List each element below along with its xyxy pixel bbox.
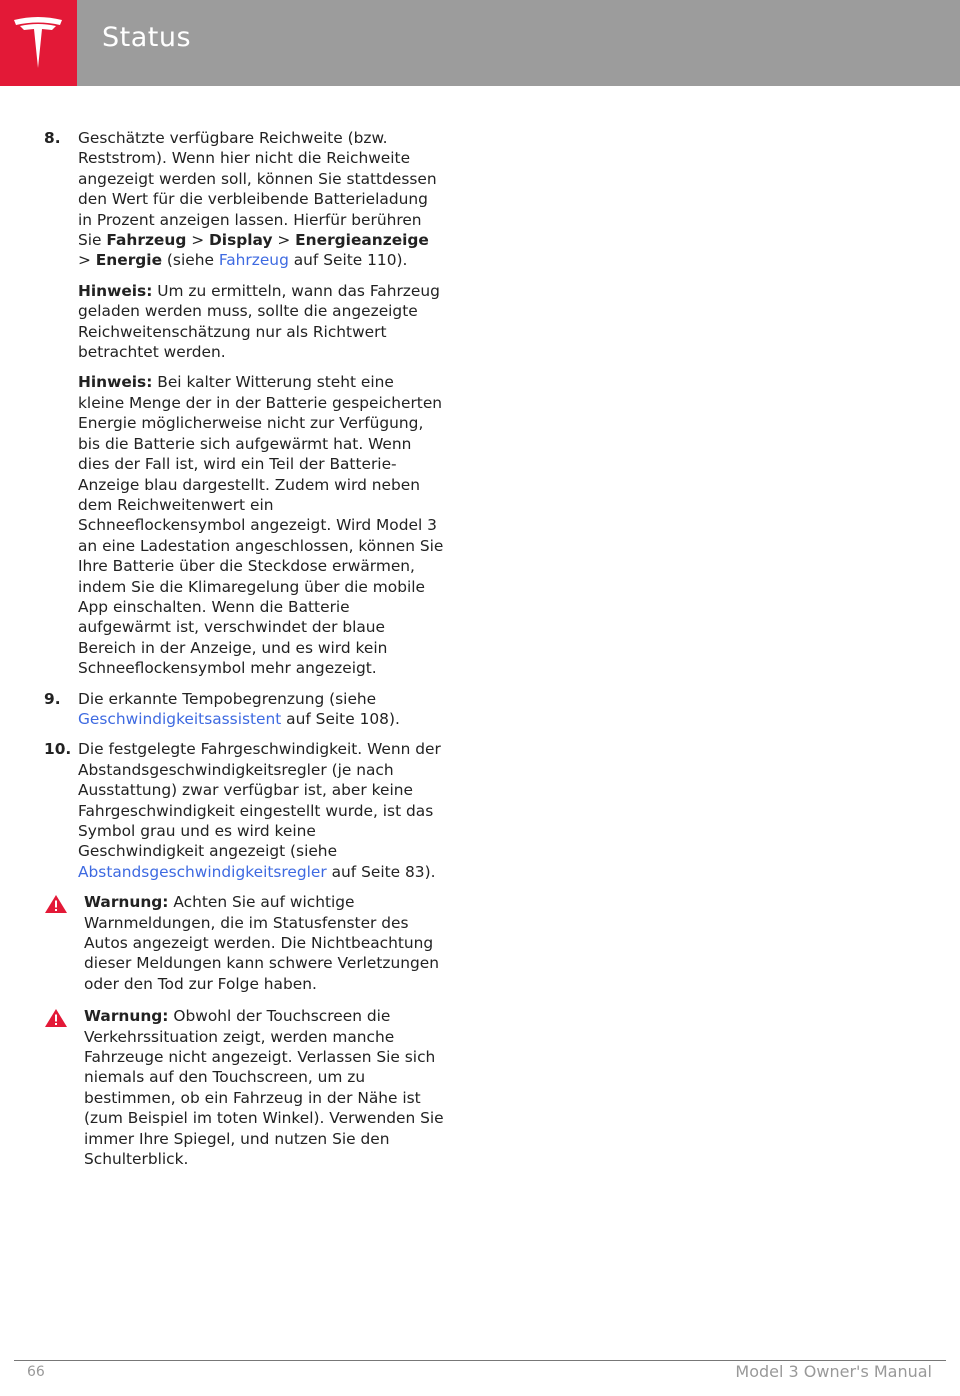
warning-2 [44,1006,444,1169]
link-abstandsgeschwindigkeitsregler[interactable]: Abstandsgeschwindigkeitsregler [78,862,327,881]
page-title: Status [102,22,192,53]
warning-icon [44,1008,68,1028]
list-item-9 [44,689,444,730]
link-geschwindigkeitsassistent[interactable]: Geschwindigkeitsassistent [78,709,282,728]
item-10-text: Die festgelegte Fahrgeschwindigkeit. Wenn der Abstandsgeschwindigkeitsregler (je nach Ausstattung) zwar verfügbar ist, aber keine Fahrgeschwindigkeit eingestellt wurde, ist das Symbol grau und es wird keine Geschwindigkeit angezeigt (siehe Abstandsgeschwindigkeitsregler auf Seite 83). [78,740,441,881]
tesla-logo-icon [12,16,64,70]
warning-1 [44,892,444,994]
note-2: Hinweis: Bei kalter Witterung steht eine kleine Menge der in der Batterie gespeicherten Energie möglicherweise nicht zur Verfügung, bis die Batterie sich aufgewärmt hat. Wenn dies der Fall ist, wird ein Teil der Batterie-Anzeige blau dargestellt. Zudem wird neben dem Reichweitenwert ein Schneeflockensymbol angezeigt. Wird Model 3 an eine Ladestation angeschlossen, können Sie Ihre Batterie über die Steckdose erwärmen, indem Sie die Klimaregelung über die mobile App einschalten. Wenn die Batterie aufgewärmt ist, verschwindet der blaue Bereich in der Anzeige, und es wird kein Schneeflockensymbol mehr angezeigt. [78,373,444,678]
item-number: 8. [44,129,61,147]
manual-title: Model 3 Owner's Manual [735,1362,932,1381]
page-header [0,0,960,86]
warning-icon [44,894,68,914]
link-fahrzeug[interactable]: Fahrzeug [218,251,289,270]
list-item-10 [44,739,444,882]
item-8-text: Geschätzte verfügbare Reichweite (bzw. Reststrom). Wenn hier nicht die Reichweite angezeigt werden soll, können Sie stattdessen den Wert für die verbleibende Batterieladung in Prozent anzeigen lassen. Hierfür berühren Sie Fahrzeug > Display > Energieanzeige > Energie (siehe Fahrzeug auf Seite 110). [78,129,437,270]
item-number: 9. [44,689,61,708]
item-number: 10. [44,740,72,759]
warning-1-text: Warnung: Achten Sie auf wichtige Warnmeldungen, die im Statusfenster des Autos angezeigt werden. Die Nichtbeachtung dieser Meldungen kann schwere Verletzungen oder den Tod zur Folge haben. [84,893,440,993]
tesla-logo [0,0,77,86]
item-9-text: Die erkannte Tempobegrenzung (siehe Geschwindigkeitsassistent auf Seite 108). [78,689,400,728]
list-item-8 [44,128,444,679]
main-content [44,128,444,1182]
page-number: 66 [27,1364,45,1380]
note-1: Hinweis: Um zu ermitteln, wann das Fahrzeug geladen werden muss, sollte die angezeigte Reichweitenschätzung nur als Richtwert betrachtet werden. [78,281,440,362]
warning-2-text: Warnung: Obwohl der Touchscreen die Verkehrssituation zeigt, werden manche Fahrzeuge nicht angezeigt. Verlassen Sie sich niemals auf den Touchscreen, um zu bestimmen, ob ein Fahrzeug in der Nähe ist (zum Beispiel im toten Winkel). Verwenden Sie immer Ihre Spiegel, und nutzen Sie den Schulterblick. [84,1007,444,1169]
footer-divider [14,1360,946,1361]
